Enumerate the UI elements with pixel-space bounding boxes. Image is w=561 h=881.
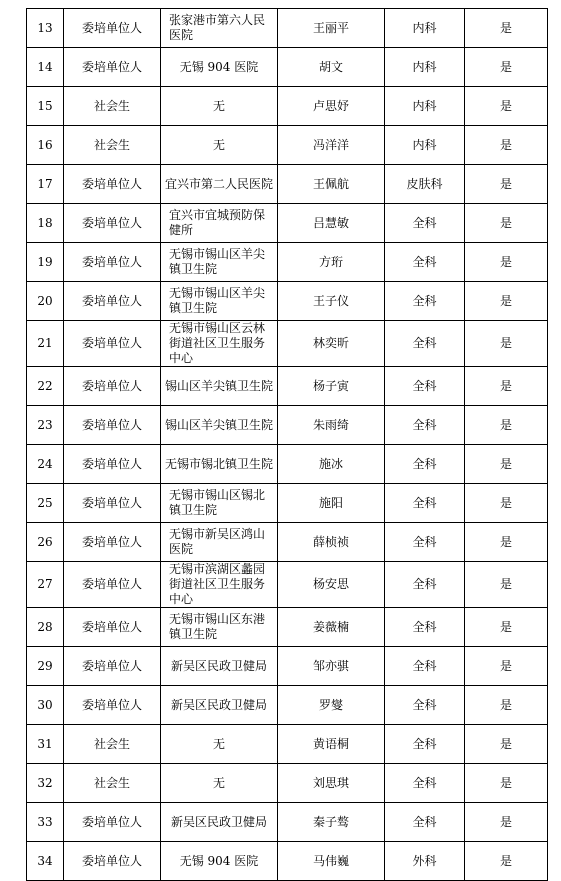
trainee-name-cell: 方珩 (278, 243, 385, 282)
trainee-type-cell: 委培单位人 (64, 243, 161, 282)
row-index-cell: 22 (27, 367, 64, 406)
status-cell: 是 (465, 725, 548, 764)
row-index-cell: 26 (27, 523, 64, 562)
trainee-type-cell: 委培单位人 (64, 406, 161, 445)
trainee-name-cell: 朱雨绮 (278, 406, 385, 445)
trainee-type-cell: 委培单位人 (64, 321, 161, 367)
specialty-cell: 全科 (385, 367, 465, 406)
status-cell: 是 (465, 562, 548, 608)
row-index-cell: 18 (27, 204, 64, 243)
specialty-cell: 外科 (385, 842, 465, 881)
row-index-cell: 17 (27, 165, 64, 204)
status-cell: 是 (465, 243, 548, 282)
trainee-name-cell: 黄语桐 (278, 725, 385, 764)
specialty-cell: 全科 (385, 647, 465, 686)
table-body (27, 9, 548, 881)
row-index-cell: 28 (27, 608, 64, 647)
table-row (27, 321, 548, 367)
specialty-cell: 皮肤科 (385, 165, 465, 204)
specialty-cell: 全科 (385, 204, 465, 243)
status-cell: 是 (465, 647, 548, 686)
training-unit-cell: 无 (161, 764, 278, 803)
specialty-cell: 内科 (385, 48, 465, 87)
training-unit-cell: 宜兴市宜城预防保健所 (161, 204, 278, 243)
status-cell: 是 (465, 406, 548, 445)
table-row (27, 608, 548, 647)
trainee-type-cell: 委培单位人 (64, 165, 161, 204)
row-index-cell: 19 (27, 243, 64, 282)
row-index-cell: 30 (27, 686, 64, 725)
table-row (27, 165, 548, 204)
row-index-cell: 14 (27, 48, 64, 87)
training-unit-cell: 锡山区羊尖镇卫生院 (161, 406, 278, 445)
status-cell: 是 (465, 608, 548, 647)
trainee-name-cell: 马伟巍 (278, 842, 385, 881)
training-unit-cell: 锡山区羊尖镇卫生院 (161, 367, 278, 406)
trainee-name-cell: 林奕昕 (278, 321, 385, 367)
trainee-type-cell: 委培单位人 (64, 608, 161, 647)
status-cell: 是 (465, 764, 548, 803)
row-index-cell: 15 (27, 87, 64, 126)
row-index-cell: 16 (27, 126, 64, 165)
row-index-cell: 29 (27, 647, 64, 686)
trainee-name-cell: 施冰 (278, 445, 385, 484)
specialty-cell: 全科 (385, 803, 465, 842)
specialty-cell: 内科 (385, 126, 465, 165)
table-row (27, 282, 548, 321)
specialty-cell: 全科 (385, 243, 465, 282)
training-unit-cell: 无锡市锡山区锡北镇卫生院 (161, 484, 278, 523)
row-index-cell: 21 (27, 321, 64, 367)
table-row (27, 686, 548, 725)
training-unit-cell: 无 (161, 87, 278, 126)
table-row (27, 725, 548, 764)
table-row (27, 48, 548, 87)
status-cell: 是 (465, 523, 548, 562)
table-row (27, 9, 548, 48)
specialty-cell: 内科 (385, 9, 465, 48)
specialty-cell: 全科 (385, 282, 465, 321)
training-unit-cell: 无锡 904 医院 (161, 842, 278, 881)
training-unit-cell: 无锡市锡山区羊尖镇卫生院 (161, 243, 278, 282)
row-index-cell: 27 (27, 562, 64, 608)
table-row (27, 204, 548, 243)
specialty-cell: 全科 (385, 686, 465, 725)
trainee-name-cell: 邹亦骐 (278, 647, 385, 686)
specialty-cell: 全科 (385, 445, 465, 484)
table-row (27, 803, 548, 842)
status-cell: 是 (465, 321, 548, 367)
status-cell: 是 (465, 484, 548, 523)
status-cell: 是 (465, 204, 548, 243)
trainee-type-cell: 委培单位人 (64, 562, 161, 608)
status-cell: 是 (465, 686, 548, 725)
trainee-type-cell: 委培单位人 (64, 9, 161, 48)
trainee-table (26, 8, 548, 881)
trainee-type-cell: 委培单位人 (64, 484, 161, 523)
trainee-name-cell: 王子仪 (278, 282, 385, 321)
row-index-cell: 13 (27, 9, 64, 48)
trainee-type-cell: 社会生 (64, 126, 161, 165)
trainee-name-cell: 王佩航 (278, 165, 385, 204)
trainee-name-cell: 吕慧敏 (278, 204, 385, 243)
row-index-cell: 33 (27, 803, 64, 842)
row-index-cell: 31 (27, 725, 64, 764)
table-row (27, 367, 548, 406)
table-row (27, 647, 548, 686)
trainee-name-cell: 王丽平 (278, 9, 385, 48)
trainee-name-cell: 杨安思 (278, 562, 385, 608)
training-unit-cell: 新吴区民政卫健局 (161, 647, 278, 686)
trainee-name-cell: 杨子寅 (278, 367, 385, 406)
row-index-cell: 25 (27, 484, 64, 523)
trainee-name-cell: 胡文 (278, 48, 385, 87)
trainee-type-cell: 委培单位人 (64, 842, 161, 881)
status-cell: 是 (465, 282, 548, 321)
status-cell: 是 (465, 9, 548, 48)
status-cell: 是 (465, 126, 548, 165)
table-row (27, 562, 548, 608)
training-unit-cell: 无锡市锡山区云林街道社区卫生服务中心 (161, 321, 278, 367)
trainee-name-cell: 罗燮 (278, 686, 385, 725)
trainee-type-cell: 委培单位人 (64, 204, 161, 243)
trainee-type-cell: 委培单位人 (64, 48, 161, 87)
table-row (27, 406, 548, 445)
training-unit-cell: 无锡市锡山区东港镇卫生院 (161, 608, 278, 647)
trainee-type-cell: 委培单位人 (64, 647, 161, 686)
trainee-name-cell: 姜薇楠 (278, 608, 385, 647)
specialty-cell: 内科 (385, 87, 465, 126)
trainee-name-cell: 秦子骜 (278, 803, 385, 842)
training-unit-cell: 新吴区民政卫健局 (161, 686, 278, 725)
table-row (27, 87, 548, 126)
table-row (27, 764, 548, 803)
trainee-type-cell: 委培单位人 (64, 282, 161, 321)
specialty-cell: 全科 (385, 562, 465, 608)
status-cell: 是 (465, 165, 548, 204)
trainee-name-cell: 刘思琪 (278, 764, 385, 803)
status-cell: 是 (465, 87, 548, 126)
table-row (27, 445, 548, 484)
training-unit-cell: 新吴区民政卫健局 (161, 803, 278, 842)
row-index-cell: 20 (27, 282, 64, 321)
trainee-type-cell: 委培单位人 (64, 445, 161, 484)
status-cell: 是 (465, 445, 548, 484)
trainee-type-cell: 委培单位人 (64, 686, 161, 725)
trainee-name-cell: 薛桢祯 (278, 523, 385, 562)
row-index-cell: 24 (27, 445, 64, 484)
training-unit-cell: 无锡市滨湖区蠡园街道社区卫生服务中心 (161, 562, 278, 608)
specialty-cell: 全科 (385, 725, 465, 764)
training-unit-cell: 无 (161, 725, 278, 764)
trainee-type-cell: 社会生 (64, 725, 161, 764)
specialty-cell: 全科 (385, 406, 465, 445)
status-cell: 是 (465, 842, 548, 881)
training-unit-cell: 无锡市锡山区羊尖镇卫生院 (161, 282, 278, 321)
row-index-cell: 32 (27, 764, 64, 803)
trainee-name-cell: 卢思妤 (278, 87, 385, 126)
table-row (27, 842, 548, 881)
row-index-cell: 23 (27, 406, 64, 445)
training-unit-cell: 无锡市新吴区鸿山医院 (161, 523, 278, 562)
training-unit-cell: 宜兴市第二人民医院 (161, 165, 278, 204)
trainee-type-cell: 委培单位人 (64, 523, 161, 562)
trainee-type-cell: 委培单位人 (64, 367, 161, 406)
specialty-cell: 全科 (385, 764, 465, 803)
specialty-cell: 全科 (385, 608, 465, 647)
training-unit-cell: 无锡 904 医院 (161, 48, 278, 87)
table-row (27, 523, 548, 562)
training-unit-cell: 张家港市第六人民医院 (161, 9, 278, 48)
trainee-type-cell: 委培单位人 (64, 803, 161, 842)
row-index-cell: 34 (27, 842, 64, 881)
table-row (27, 243, 548, 282)
trainee-name-cell: 冯洋洋 (278, 126, 385, 165)
training-unit-cell: 无 (161, 126, 278, 165)
table-row (27, 484, 548, 523)
trainee-type-cell: 社会生 (64, 87, 161, 126)
specialty-cell: 全科 (385, 484, 465, 523)
table-row (27, 126, 548, 165)
specialty-cell: 全科 (385, 523, 465, 562)
status-cell: 是 (465, 367, 548, 406)
trainee-type-cell: 社会生 (64, 764, 161, 803)
trainee-name-cell: 施阳 (278, 484, 385, 523)
status-cell: 是 (465, 803, 548, 842)
training-unit-cell: 无锡市锡北镇卫生院 (161, 445, 278, 484)
specialty-cell: 全科 (385, 321, 465, 367)
status-cell: 是 (465, 48, 548, 87)
